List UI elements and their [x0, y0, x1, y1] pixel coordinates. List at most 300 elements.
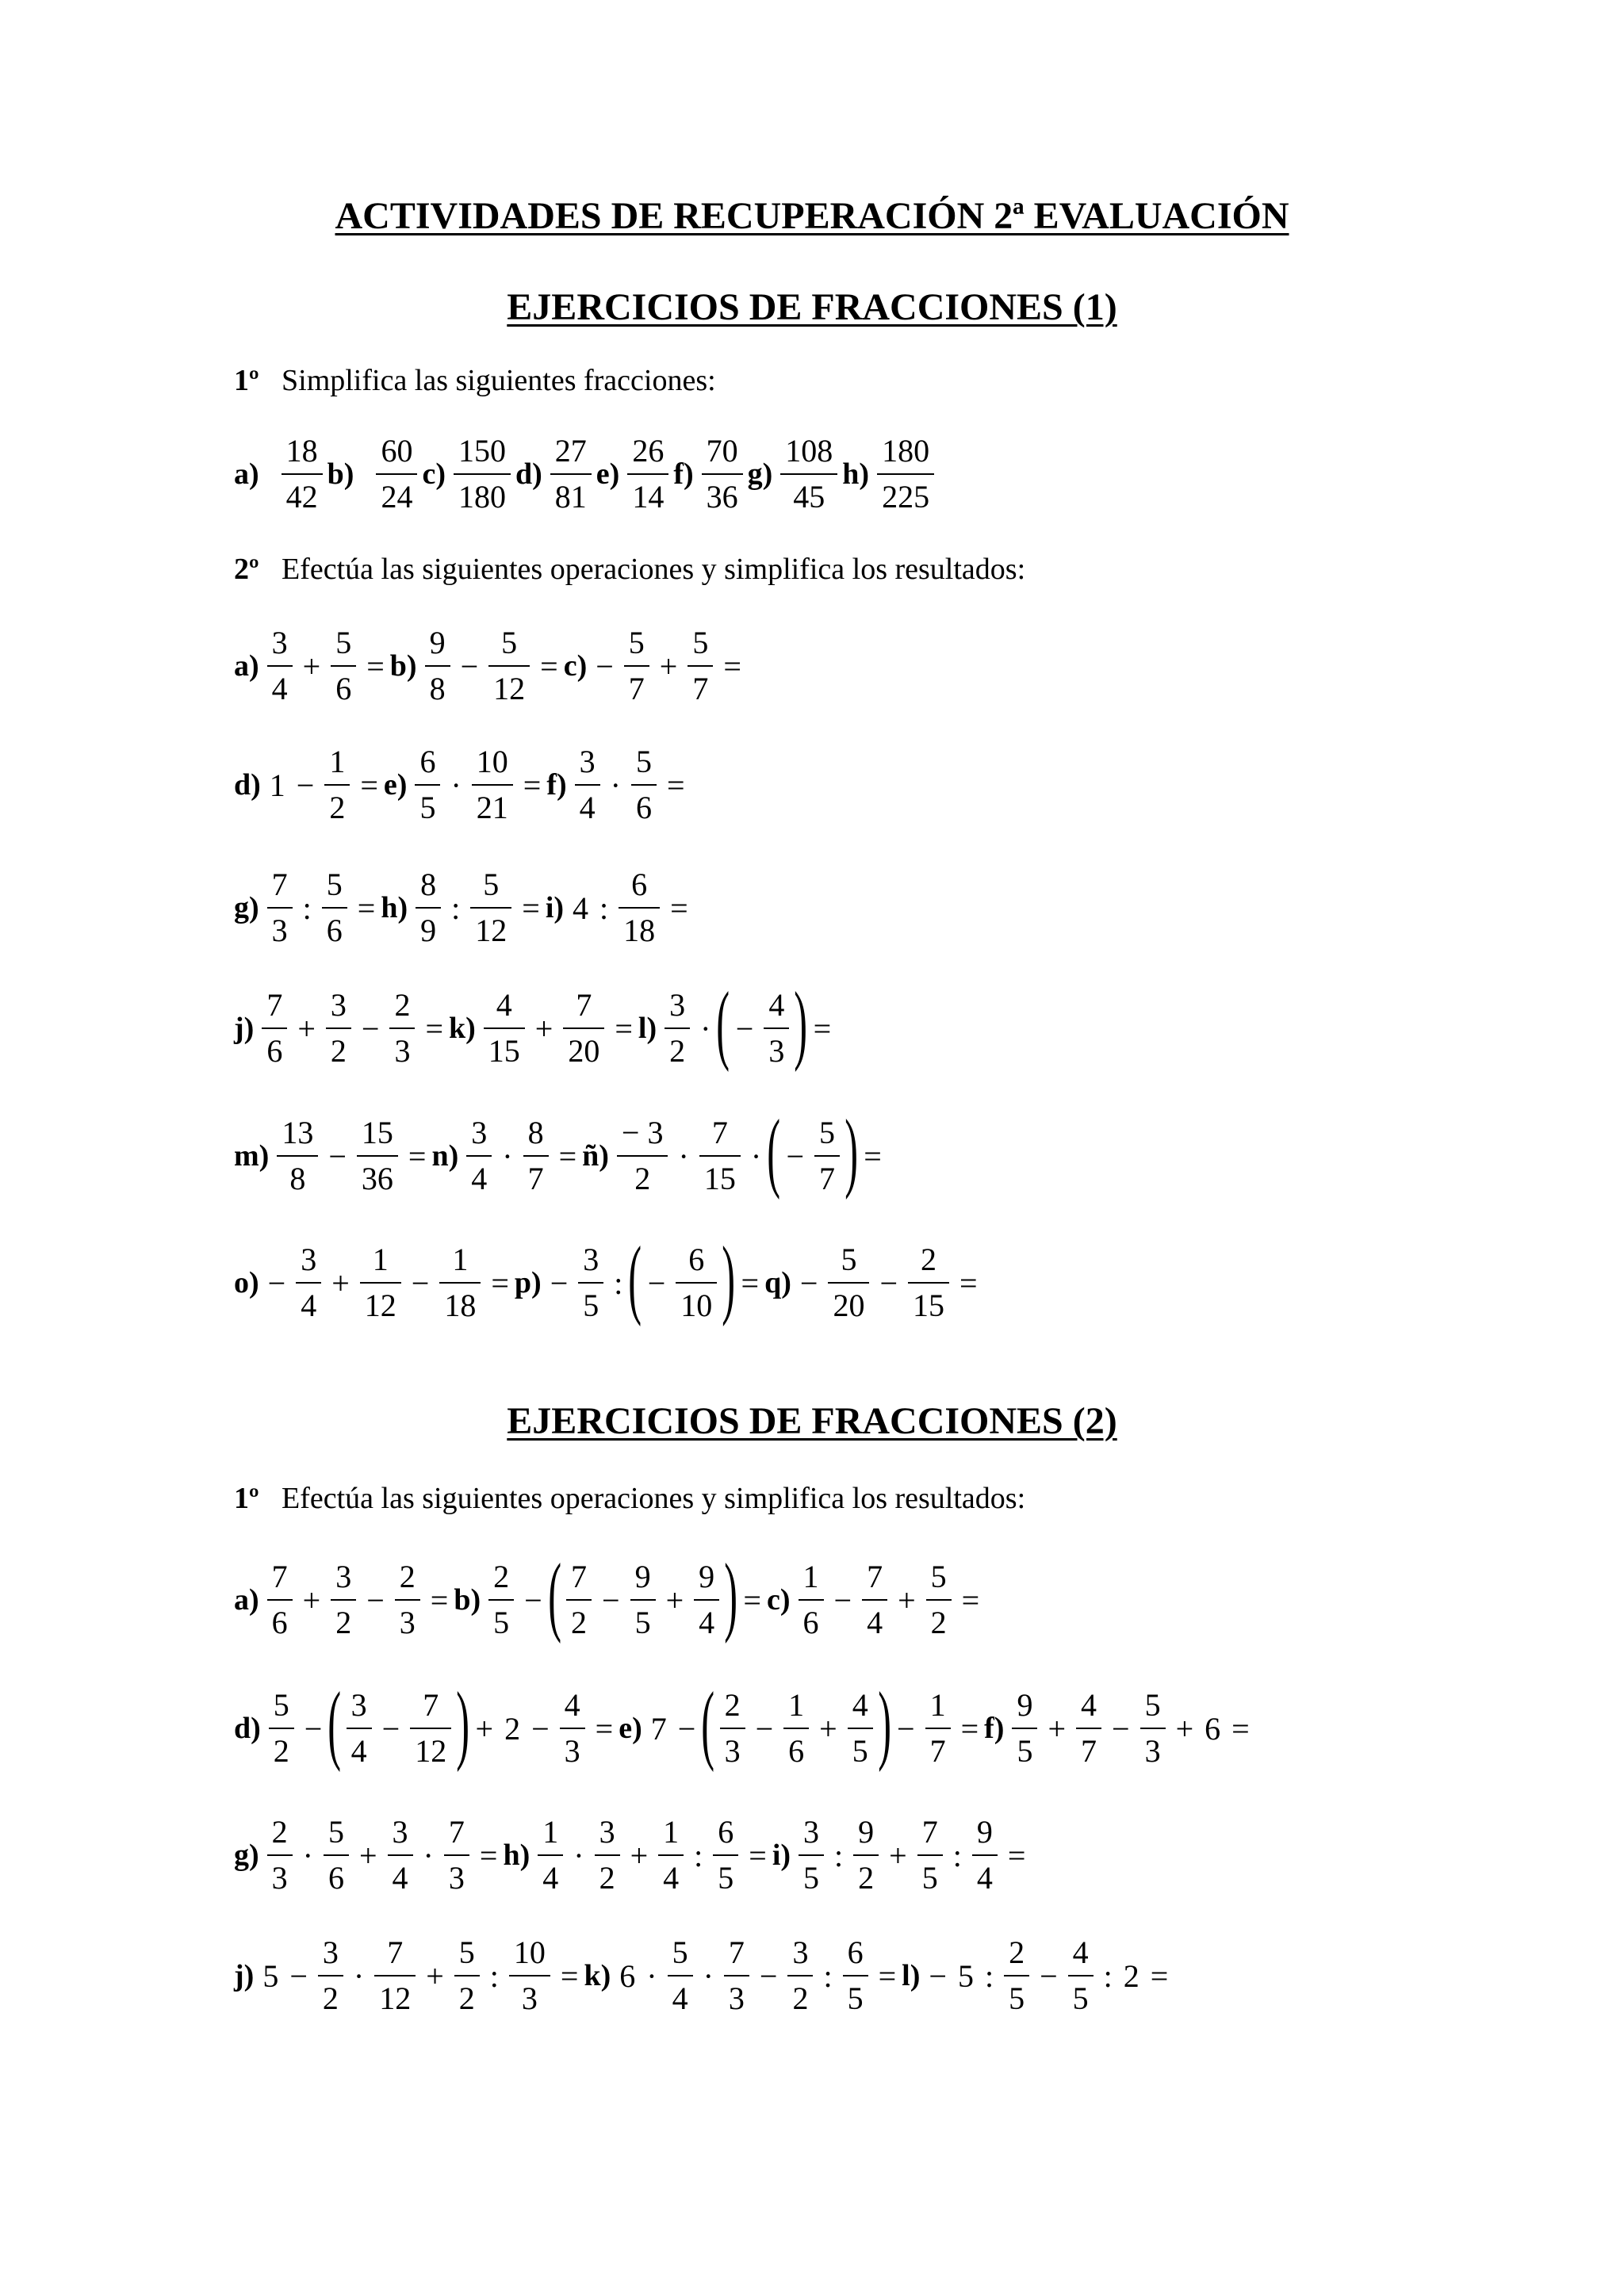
operator: − [879, 1265, 898, 1301]
numerator: 6 [688, 1242, 705, 1277]
exercise-label: a) [234, 649, 259, 683]
fraction [595, 1816, 620, 1894]
operator: − [361, 1010, 380, 1047]
operator: 7 [650, 1710, 667, 1747]
operator: = [360, 767, 378, 803]
denominator: 4 [658, 1854, 684, 1894]
operator: 6 [1205, 1710, 1221, 1747]
denominator: 36 [702, 473, 743, 513]
fraction [416, 869, 441, 947]
denominator: 3 [764, 1027, 789, 1067]
denominator: 7 [925, 1728, 951, 1767]
numerator: 5 [841, 1242, 857, 1277]
numerator: 7 [448, 1814, 465, 1850]
fraction [484, 989, 525, 1067]
denominator: 7 [523, 1155, 549, 1195]
parenthesis: ) [724, 1546, 738, 1644]
exercise-row [234, 860, 694, 955]
numerator: 26 [632, 433, 665, 469]
denominator: 2 [331, 1599, 356, 1639]
numerator: 1 [329, 744, 346, 779]
numerator: 3 [471, 1115, 488, 1150]
parenthesis: ) [877, 1674, 891, 1773]
operator: + [1048, 1710, 1067, 1747]
numerator: 5 [1144, 1687, 1161, 1723]
denominator: 6 [262, 1027, 287, 1067]
exercise-label: m) [234, 1139, 270, 1173]
denominator: 15 [699, 1155, 741, 1195]
denominator: 4 [575, 784, 600, 824]
numerator: 7 [271, 867, 288, 902]
operator: · [750, 1138, 762, 1174]
section-2-question-1-prompt [234, 1481, 1025, 1516]
operator: − [381, 1710, 400, 1747]
operator: = [813, 1010, 832, 1047]
exercise-row [234, 1546, 985, 1647]
denominator: 2 [787, 1975, 813, 2015]
operator: = [491, 1265, 509, 1301]
exercise-label: p) [514, 1266, 542, 1299]
operator: − [897, 1710, 915, 1747]
exercise-label: k) [449, 1012, 476, 1045]
fraction [624, 627, 649, 705]
fraction [410, 1689, 451, 1767]
denominator: 5 [488, 1599, 514, 1639]
denominator: 5 [630, 1599, 656, 1639]
fraction [331, 1561, 356, 1639]
numerator: 7 [571, 1559, 587, 1594]
exercise-label: ñ) [582, 1139, 609, 1173]
numerator: 3 [392, 1814, 408, 1850]
fraction [764, 989, 789, 1067]
parenthesis: ) [456, 1674, 470, 1773]
operator: + [426, 1957, 444, 1994]
denominator: 2 [324, 784, 350, 824]
fraction [454, 1934, 480, 2016]
numerator: 4 [496, 987, 512, 1023]
fraction [509, 1934, 550, 2016]
fraction [658, 1816, 684, 1894]
fraction [799, 1561, 824, 1639]
numerator: 3 [579, 744, 596, 779]
fraction [1140, 1689, 1166, 1767]
operator: · [573, 1837, 584, 1873]
denominator: 2 [566, 1599, 592, 1639]
fraction [617, 1117, 668, 1195]
fraction [267, 1816, 293, 1894]
denominator: 2 [853, 1854, 879, 1894]
denominator: 4 [388, 1854, 413, 1894]
numerator: 1 [663, 1814, 680, 1850]
operator: : [823, 1957, 833, 1994]
denominator: 4 [296, 1282, 321, 1322]
operator: + [331, 1265, 350, 1301]
numerator: 8 [527, 1115, 544, 1150]
denominator: 3 [1140, 1728, 1166, 1767]
fraction [828, 1244, 869, 1322]
exercise-label: a) [234, 1583, 259, 1617]
operator: = [959, 1265, 978, 1301]
operator: · [502, 1138, 513, 1174]
exercise-label: j) [234, 1012, 255, 1045]
denominator: 6 [799, 1599, 824, 1639]
exercise-label: q) [764, 1266, 791, 1299]
numerator: 6 [847, 1934, 864, 1970]
fraction [550, 435, 592, 513]
denominator: 4 [668, 1975, 693, 2015]
numerator: 6 [631, 867, 648, 902]
section-2-heading: EJERCICIOS DE FRACCIONES (2) [507, 1400, 1117, 1442]
operator: = [523, 767, 542, 803]
operator: = [670, 890, 688, 926]
denominator: 4 [862, 1599, 887, 1639]
operator: = [558, 1138, 577, 1174]
numerator: 150 [458, 433, 506, 469]
operator: − [289, 1957, 308, 1994]
fraction [326, 989, 351, 1067]
denominator: 2 [595, 1854, 620, 1894]
operator: · [703, 1957, 714, 1994]
operator: · [700, 1010, 711, 1047]
fraction [877, 435, 934, 513]
fraction [466, 1117, 492, 1195]
fraction [799, 1816, 824, 1894]
denominator: 4 [972, 1854, 998, 1894]
numerator: 3 [669, 987, 686, 1023]
operator: − [460, 648, 479, 684]
fraction [575, 746, 600, 824]
operator: : [1103, 1957, 1113, 1994]
numerator: 1 [788, 1687, 805, 1723]
fraction [538, 1816, 563, 1894]
operator: = [522, 890, 540, 926]
denominator: 5 [848, 1728, 873, 1767]
numerator: 7 [921, 1814, 938, 1850]
exercise-label: f) [673, 457, 694, 491]
operator: = [666, 767, 685, 803]
operator: + [630, 1837, 649, 1873]
fraction [787, 1934, 813, 2016]
denominator: 5 [1012, 1728, 1037, 1767]
numerator: 9 [634, 1559, 651, 1594]
numerator: 13 [282, 1115, 314, 1150]
fraction [563, 989, 604, 1067]
numerator: 4 [1072, 1934, 1089, 1970]
denominator: 12 [488, 665, 530, 705]
numerator: 3 [350, 1687, 367, 1723]
fraction [277, 1117, 318, 1195]
fraction [578, 1244, 603, 1322]
numerator: 108 [785, 433, 833, 469]
fraction [439, 1244, 481, 1322]
operator: · [610, 767, 621, 803]
fraction [395, 1561, 420, 1639]
operator: = [960, 1710, 979, 1747]
exercise-label: l) [902, 1959, 921, 1992]
exercise-label: h) [503, 1839, 530, 1872]
exercise-row [234, 427, 939, 522]
parenthesis: ( [701, 1674, 715, 1773]
operator: − [524, 1582, 542, 1618]
operator: = [408, 1138, 427, 1174]
operator: 1 [269, 767, 285, 803]
numerator: 1 [802, 1559, 819, 1594]
operator: − [328, 1138, 347, 1174]
numerator: 60 [381, 433, 413, 469]
operator: = [1007, 1837, 1026, 1873]
denominator: 7 [814, 1155, 840, 1195]
fraction [631, 746, 657, 824]
operator: − [929, 1957, 947, 1994]
numerator: 2 [493, 1559, 510, 1594]
denominator: 7 [624, 665, 649, 705]
exercise-row [234, 1808, 1031, 1903]
parenthesis: ( [327, 1674, 342, 1773]
fraction [676, 1244, 717, 1322]
denominator: 2 [665, 1027, 690, 1067]
fraction [488, 1561, 514, 1639]
denominator: 3 [267, 1854, 293, 1894]
fraction [694, 1561, 719, 1639]
denominator: 5 [799, 1854, 824, 1894]
exercise-label: i) [772, 1839, 791, 1872]
question-text: Efectúa las siguientes operaciones y simplifica los resultados: [282, 1482, 1026, 1515]
numerator: 3 [322, 1934, 339, 1970]
operator: : [599, 890, 609, 926]
numerator: 7 [728, 1934, 745, 1970]
numerator: 27 [554, 433, 587, 469]
exercise-label: d) [515, 457, 542, 491]
operator: − [735, 1010, 754, 1047]
numerator: 6 [718, 1814, 734, 1850]
denominator: 3 [720, 1728, 745, 1767]
denominator: 8 [425, 665, 450, 705]
operator: = [430, 1582, 449, 1618]
operator: = [864, 1138, 882, 1174]
numerator: 9 [699, 1559, 715, 1594]
section-1-question-2-prompt [234, 552, 1025, 587]
numerator: 3 [330, 987, 347, 1023]
denominator: 2 [318, 1975, 343, 2015]
numerator: 7 [423, 1687, 439, 1723]
exercise-row [234, 974, 837, 1076]
numerator: 3 [599, 1814, 615, 1850]
numerator: 5 [672, 1934, 688, 1970]
fraction [357, 1117, 398, 1195]
denominator: 21 [472, 784, 513, 824]
exercise-label: i) [545, 891, 565, 924]
exercise-label: b) [389, 649, 417, 683]
denominator: 12 [470, 907, 511, 947]
fraction [1068, 1934, 1094, 2016]
denominator: 4 [347, 1728, 372, 1767]
operator: = [357, 890, 376, 926]
denominator: 4 [694, 1599, 719, 1639]
operator: − [267, 1265, 286, 1301]
exercise-label: b) [327, 457, 354, 491]
denominator: 4 [267, 665, 293, 705]
section-1-question-1-prompt [234, 363, 716, 398]
operator: + [297, 1010, 316, 1047]
exercise-row [234, 1928, 1174, 2023]
operator: : [984, 1957, 994, 1994]
operator: − [531, 1710, 550, 1747]
fraction [318, 1934, 343, 2016]
denominator: 2 [269, 1728, 294, 1767]
denominator: 3 [395, 1599, 420, 1639]
operator: 6 [619, 1957, 636, 1994]
numerator: 9 [976, 1814, 993, 1850]
denominator: 7 [1076, 1728, 1101, 1767]
operator: = [749, 1837, 767, 1873]
denominator: 24 [376, 473, 417, 513]
fraction [472, 746, 513, 824]
fraction [699, 1117, 741, 1195]
fraction [848, 1689, 873, 1767]
denominator: 6 [322, 907, 347, 947]
operator: − [550, 1265, 569, 1301]
operator: : [694, 1837, 703, 1873]
exercise-label: g) [747, 457, 773, 491]
question-number: 2º [234, 553, 259, 586]
numerator: 5 [501, 625, 518, 660]
fraction [724, 1934, 749, 2016]
numerator: 4 [564, 1687, 580, 1723]
exercise-label: b) [454, 1583, 481, 1617]
exercise-label: g) [234, 1839, 259, 1872]
operator: = [479, 1837, 498, 1873]
denominator: 2 [454, 1975, 480, 2015]
numerator: 5 [692, 625, 709, 660]
operator: 2 [1123, 1957, 1139, 1994]
exercise-label: o) [234, 1266, 259, 1299]
numerator: 5 [930, 1559, 947, 1594]
denominator: 6 [631, 784, 657, 824]
operator: · [450, 767, 462, 803]
numerator: 9 [429, 625, 446, 660]
fraction [415, 746, 440, 824]
denominator: 42 [282, 473, 323, 513]
operator: = [560, 1957, 579, 1994]
operator: − [833, 1582, 852, 1618]
exercise-row [234, 1102, 887, 1203]
denominator: 12 [374, 1975, 416, 2015]
operator: = [723, 648, 741, 684]
denominator: 45 [780, 473, 837, 513]
numerator: 1 [452, 1242, 469, 1277]
operator: = [615, 1010, 633, 1047]
denominator: 6 [783, 1728, 809, 1767]
denominator: 12 [360, 1282, 401, 1322]
denominator: 2 [617, 1155, 668, 1195]
numerator: 5 [327, 1814, 344, 1850]
operator: = [595, 1710, 614, 1747]
fraction [1076, 1689, 1101, 1767]
numerator: 3 [583, 1242, 599, 1277]
denominator: 4 [538, 1854, 563, 1894]
fraction [444, 1816, 469, 1894]
numerator: 7 [867, 1559, 883, 1594]
fraction [1012, 1689, 1037, 1767]
operator: : [834, 1837, 844, 1873]
denominator: 5 [713, 1854, 738, 1894]
denominator: 3 [444, 1854, 469, 1894]
operator: = [743, 1582, 761, 1618]
exercise-label: k) [584, 1959, 611, 1992]
exercise-label: f) [546, 768, 567, 802]
fraction [324, 746, 350, 824]
operator: + [889, 1837, 907, 1873]
denominator: 5 [843, 1975, 868, 2015]
denominator: 6 [324, 1854, 349, 1894]
operator: : [952, 1837, 962, 1873]
operator: + [659, 648, 678, 684]
numerator: 3 [301, 1242, 317, 1277]
denominator: 36 [357, 1155, 398, 1195]
operator: + [475, 1710, 494, 1747]
exercise-label: g) [234, 891, 259, 924]
numerator: 2 [271, 1814, 288, 1850]
denominator: 81 [550, 473, 592, 513]
denominator: 3 [267, 907, 293, 947]
document-title: ACTIVIDADES DE RECUPERACIÓN 2ª EVALUACIÓN [335, 195, 1289, 237]
numerator: 5 [628, 625, 645, 660]
operator: − [1112, 1710, 1130, 1747]
fraction [425, 627, 450, 705]
operator: + [302, 648, 321, 684]
exercise-label: d) [234, 1712, 261, 1745]
parenthesis: ( [547, 1546, 561, 1644]
operator: − [596, 648, 614, 684]
operator: + [302, 1582, 321, 1618]
fraction [917, 1816, 943, 1894]
denominator: 7 [688, 665, 713, 705]
fraction [470, 869, 511, 947]
denominator: 2 [326, 1027, 351, 1067]
denominator: 18 [439, 1282, 481, 1322]
question-number: 1º [234, 364, 259, 397]
denominator: 3 [389, 1027, 415, 1067]
numerator: 5 [273, 1687, 289, 1723]
denominator: 18 [619, 907, 660, 947]
denominator: 5 [1068, 1975, 1094, 2015]
denominator: 10 [676, 1282, 717, 1322]
operator: + [1175, 1710, 1194, 1747]
fraction [488, 627, 530, 705]
fraction [619, 869, 660, 947]
fraction [853, 1816, 879, 1894]
exercise-row [234, 737, 691, 832]
operator: − [755, 1710, 774, 1747]
operator: = [878, 1957, 897, 1994]
denominator: 3 [560, 1728, 585, 1767]
operator: · [646, 1957, 657, 1994]
operator: · [302, 1837, 313, 1873]
parenthesis: ( [716, 974, 730, 1073]
operator: = [366, 648, 385, 684]
fraction [783, 1689, 809, 1767]
numerator: − 3 [621, 1115, 664, 1150]
fraction [1004, 1934, 1029, 2016]
fraction [324, 1816, 349, 1894]
numerator: 9 [1017, 1687, 1033, 1723]
fraction [780, 435, 837, 513]
operator: + [819, 1710, 837, 1747]
numerator: 2 [399, 1559, 416, 1594]
numerator: 5 [819, 1115, 835, 1150]
operator: − [366, 1582, 385, 1618]
fraction [720, 1689, 745, 1767]
